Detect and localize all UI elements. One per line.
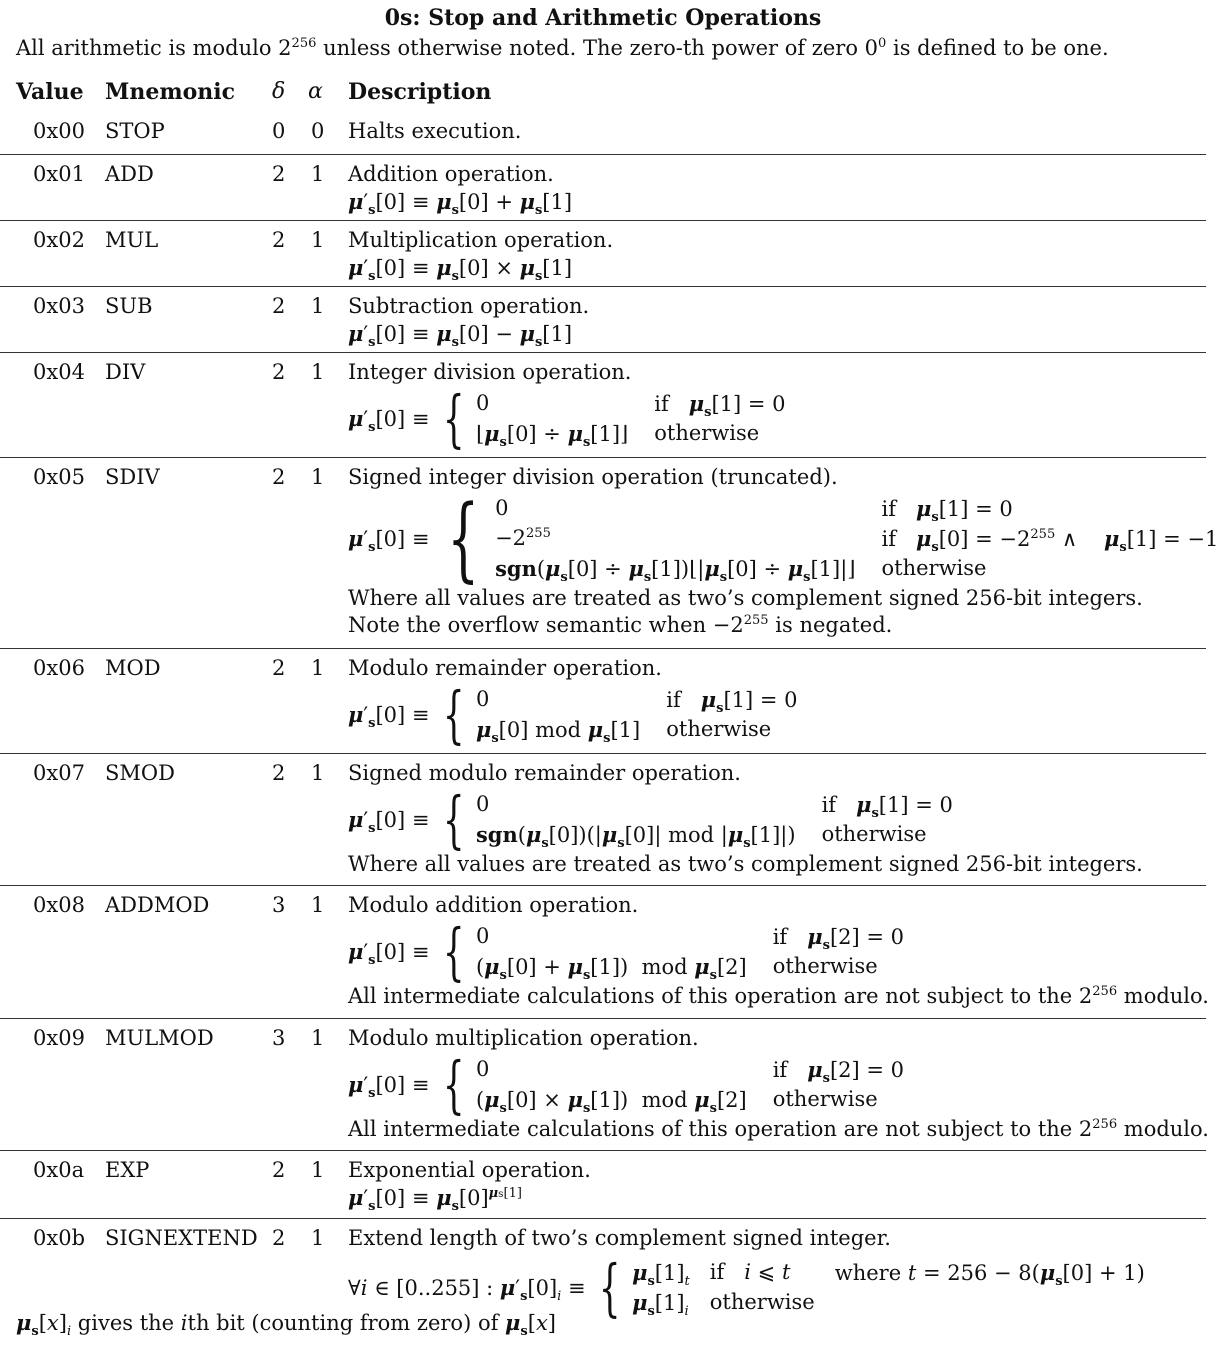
value-cell: 0x09 <box>33 1025 85 1050</box>
value-cell: 0x0b <box>33 1225 86 1250</box>
delta-cell: 2 <box>272 1225 286 1250</box>
description-cell <box>348 464 1218 640</box>
page-title: 0s: Stop and Arithmetic Operations <box>384 5 822 31</box>
table-row <box>0 754 1206 886</box>
table-row <box>0 1019 1209 1151</box>
description-text: Modulo remainder operation. <box>348 655 662 680</box>
description-text: Extend length of two’s complement signed integer. <box>348 1225 891 1250</box>
header-delta: δ <box>272 78 286 104</box>
alpha-cell: 1 <box>311 655 325 680</box>
mnemonic-cell: ADDMOD <box>105 892 210 917</box>
delta-cell: 3 <box>272 1025 286 1050</box>
table-row <box>0 353 1206 458</box>
alpha-cell: 1 <box>311 161 325 186</box>
formula: $\mu'_s[0]$ ≡ { 0 if $\mu_s[1] = 0$ $sgn(\mu_s[0])(|\mu_s[0]|$ mod $|\mu_s[1]|$) otherwise <box>348 783 953 857</box>
delta-cell: 3 <box>272 892 286 917</box>
opcode-table <box>0 112 1218 1324</box>
header-value: Value <box>16 78 84 105</box>
alpha-cell: 1 <box>311 892 325 917</box>
delta-cell: 2 <box>272 760 286 785</box>
formula: $\mu'_s[0] \equiv \mu_s[0] + \mu_s[1]$ <box>348 189 573 219</box>
description-text: Halts execution. <box>348 118 522 143</box>
mnemonic-cell: EXP <box>105 1157 150 1182</box>
description-text: Multiplication operation. <box>348 227 614 252</box>
mnemonic-cell: ADD <box>105 161 154 186</box>
table-row <box>0 112 1206 155</box>
delta-cell: 2 <box>272 227 286 252</box>
formula: $\mu'_s[0]$ ≡ { 0 if $\mu_s[1] = 0$ $⌊\mu_s[0]$ ÷ $\mu_s[1]⌋$ otherwise <box>348 382 786 456</box>
mnemonic-cell: SUB <box>105 293 153 318</box>
table-row <box>0 1219 1206 1324</box>
table-header <box>0 72 1206 112</box>
description-text: Subtraction operation. <box>348 293 590 318</box>
mnemonic-cell: SIGNEXTEND <box>105 1225 258 1250</box>
note-text: All intermediate calculations of this operation are not subject to the $2^{256}$ modulo. <box>348 984 1209 1009</box>
table-row <box>0 886 1209 1019</box>
description-text: Modulo multiplication operation. <box>348 1025 699 1050</box>
intro-exp2: 0 <box>878 35 887 51</box>
formula: ∀i ∈ [0..255] : $\mu'_s[0]_i$ ≡ { $\mu_s[1]_t$ if i ⩽ t where $t = 256 - 8(\mu_s[0] + 1)$ $\mu_s[1]_i$ otherwise <box>348 1250 1145 1324</box>
formula: $\mu'_s[0] \equiv \mu_s[0]^{\mu s[1]}$ <box>348 1185 522 1215</box>
note-text: Note the overflow semantic when $-2^{255}$ is negated. <box>348 613 893 638</box>
description-cell <box>348 118 1186 145</box>
mnemonic-cell: STOP <box>105 118 165 143</box>
alpha-cell: 1 <box>311 760 325 785</box>
value-cell: 0x08 <box>33 892 85 917</box>
description-text: Signed integer division operation (truncated). <box>348 464 838 489</box>
mnemonic-cell: DIV <box>105 359 146 384</box>
alpha-cell: 0 <box>311 118 325 143</box>
intro-post: is defined to be one. <box>886 35 1109 60</box>
description-text: Integer division operation. <box>348 359 632 384</box>
description-cell <box>348 655 1186 752</box>
intro-exp: 256 <box>291 35 317 51</box>
alpha-cell: 1 <box>311 227 325 252</box>
table-row <box>0 221 1206 287</box>
header-alpha: α <box>308 78 323 104</box>
description-text: Modulo addition operation. <box>348 892 639 917</box>
description-cell <box>348 359 1186 456</box>
value-cell: 0x07 <box>33 760 85 785</box>
formula: $\mu'_s[0]$ ≡ { 0 if $\mu_s[2] = 0$ $(\mu_s[0] + \mu_s[1])$ mod $\mu_s[2]$ otherwise <box>348 915 905 989</box>
value-cell: 0x06 <box>33 655 85 680</box>
note-text: Where all values are treated as two’s complement signed 256-bit integers. <box>348 852 1143 877</box>
formula: $\mu'_s[0] \equiv \mu_s[0] \times \mu_s[1]$ <box>348 255 573 285</box>
delta-cell: 2 <box>272 293 286 318</box>
mnemonic-cell: SDIV <box>105 464 160 489</box>
table-row <box>0 1151 1206 1219</box>
table-row <box>0 649 1206 754</box>
description-cell <box>348 1157 1186 1213</box>
mnemonic-cell: MULMOD <box>105 1025 214 1050</box>
intro-pre: All arithmetic is modulo 2 <box>16 35 292 60</box>
description-cell <box>348 892 1209 1011</box>
intro-text <box>16 35 1206 62</box>
alpha-cell: 1 <box>311 464 325 489</box>
delta-cell: 0 <box>272 118 286 143</box>
value-cell: 0x05 <box>33 464 85 489</box>
description-cell <box>348 161 1186 217</box>
delta-cell: 2 <box>272 655 286 680</box>
value-cell: 0x0a <box>33 1157 85 1182</box>
formula: $\mu'_s[0]$ ≡ { 0 if $\mu_s[1] = 0$ $\mu_s[0]$ mod $\mu_s[1]$ otherwise <box>348 678 798 752</box>
delta-cell: 2 <box>272 161 286 186</box>
alpha-cell: 1 <box>311 293 325 318</box>
table-row <box>0 155 1206 221</box>
formula: $\mu'_s[0]$ ≡ { 0 if $\mu_s[2] = 0$ $(\mu_s[0] \times \mu_s[1])$ mod $\mu_s[2]$ otherwise <box>348 1048 905 1122</box>
description-text: Exponential operation. <box>348 1157 591 1182</box>
description-cell <box>348 1225 1186 1252</box>
description-cell <box>348 760 1186 879</box>
value-cell: 0x01 <box>33 161 85 186</box>
mnemonic-cell: SMOD <box>105 760 175 785</box>
table-row <box>0 458 1218 649</box>
note-text: All intermediate calculations of this operation are not subject to the $2^{256}$ modulo. <box>348 1117 1209 1142</box>
description-text: Addition operation. <box>348 161 554 186</box>
mnemonic-cell: MUL <box>105 227 159 252</box>
delta-cell: 2 <box>272 1157 286 1182</box>
value-cell: 0x04 <box>33 359 85 384</box>
footnote: $\mu_s[x]_i$ gives the ith bit (counting from zero) of $\mu_s[x]$ <box>16 1310 556 1340</box>
header-description: Description <box>348 78 492 105</box>
value-cell: 0x03 <box>33 293 85 318</box>
value-cell: 0x02 <box>33 227 85 252</box>
table-row <box>0 287 1206 353</box>
formula: $\mu'_s[0]$ ≡ { 0 if $\mu_s[1] = 0$ $-2^{255}$ if $\mu_s[0] = -2^{255}$ ∧ $\mu_s[1] = -1$ $sgn(\mu_s[0]$ ÷ $\mu_s[1])⌊|\mu_s[0]$ ÷ $\mu_s[1]|⌋$ otherwise <box>348 485 1218 593</box>
alpha-cell: 1 <box>311 1025 325 1050</box>
description-cell <box>348 1025 1209 1144</box>
intro-mid: unless otherwise noted. The zero-th power of zero 0 <box>316 35 879 60</box>
description-text: Signed modulo remainder operation. <box>348 760 741 785</box>
note-text: Where all values are treated as two’s complement signed 256-bit integers. <box>348 586 1143 611</box>
header-mnemonic: Mnemonic <box>105 78 236 105</box>
alpha-cell: 1 <box>311 1157 325 1182</box>
description-cell <box>348 293 1186 349</box>
alpha-cell: 1 <box>311 359 325 384</box>
formula: $\mu'_s[0] \equiv \mu_s[0] - \mu_s[1]$ <box>348 321 573 351</box>
delta-cell: 2 <box>272 359 286 384</box>
alpha-cell: 1 <box>311 1225 325 1250</box>
delta-cell: 2 <box>272 464 286 489</box>
description-cell <box>348 227 1186 283</box>
value-cell: 0x00 <box>33 118 85 143</box>
mnemonic-cell: MOD <box>105 655 161 680</box>
